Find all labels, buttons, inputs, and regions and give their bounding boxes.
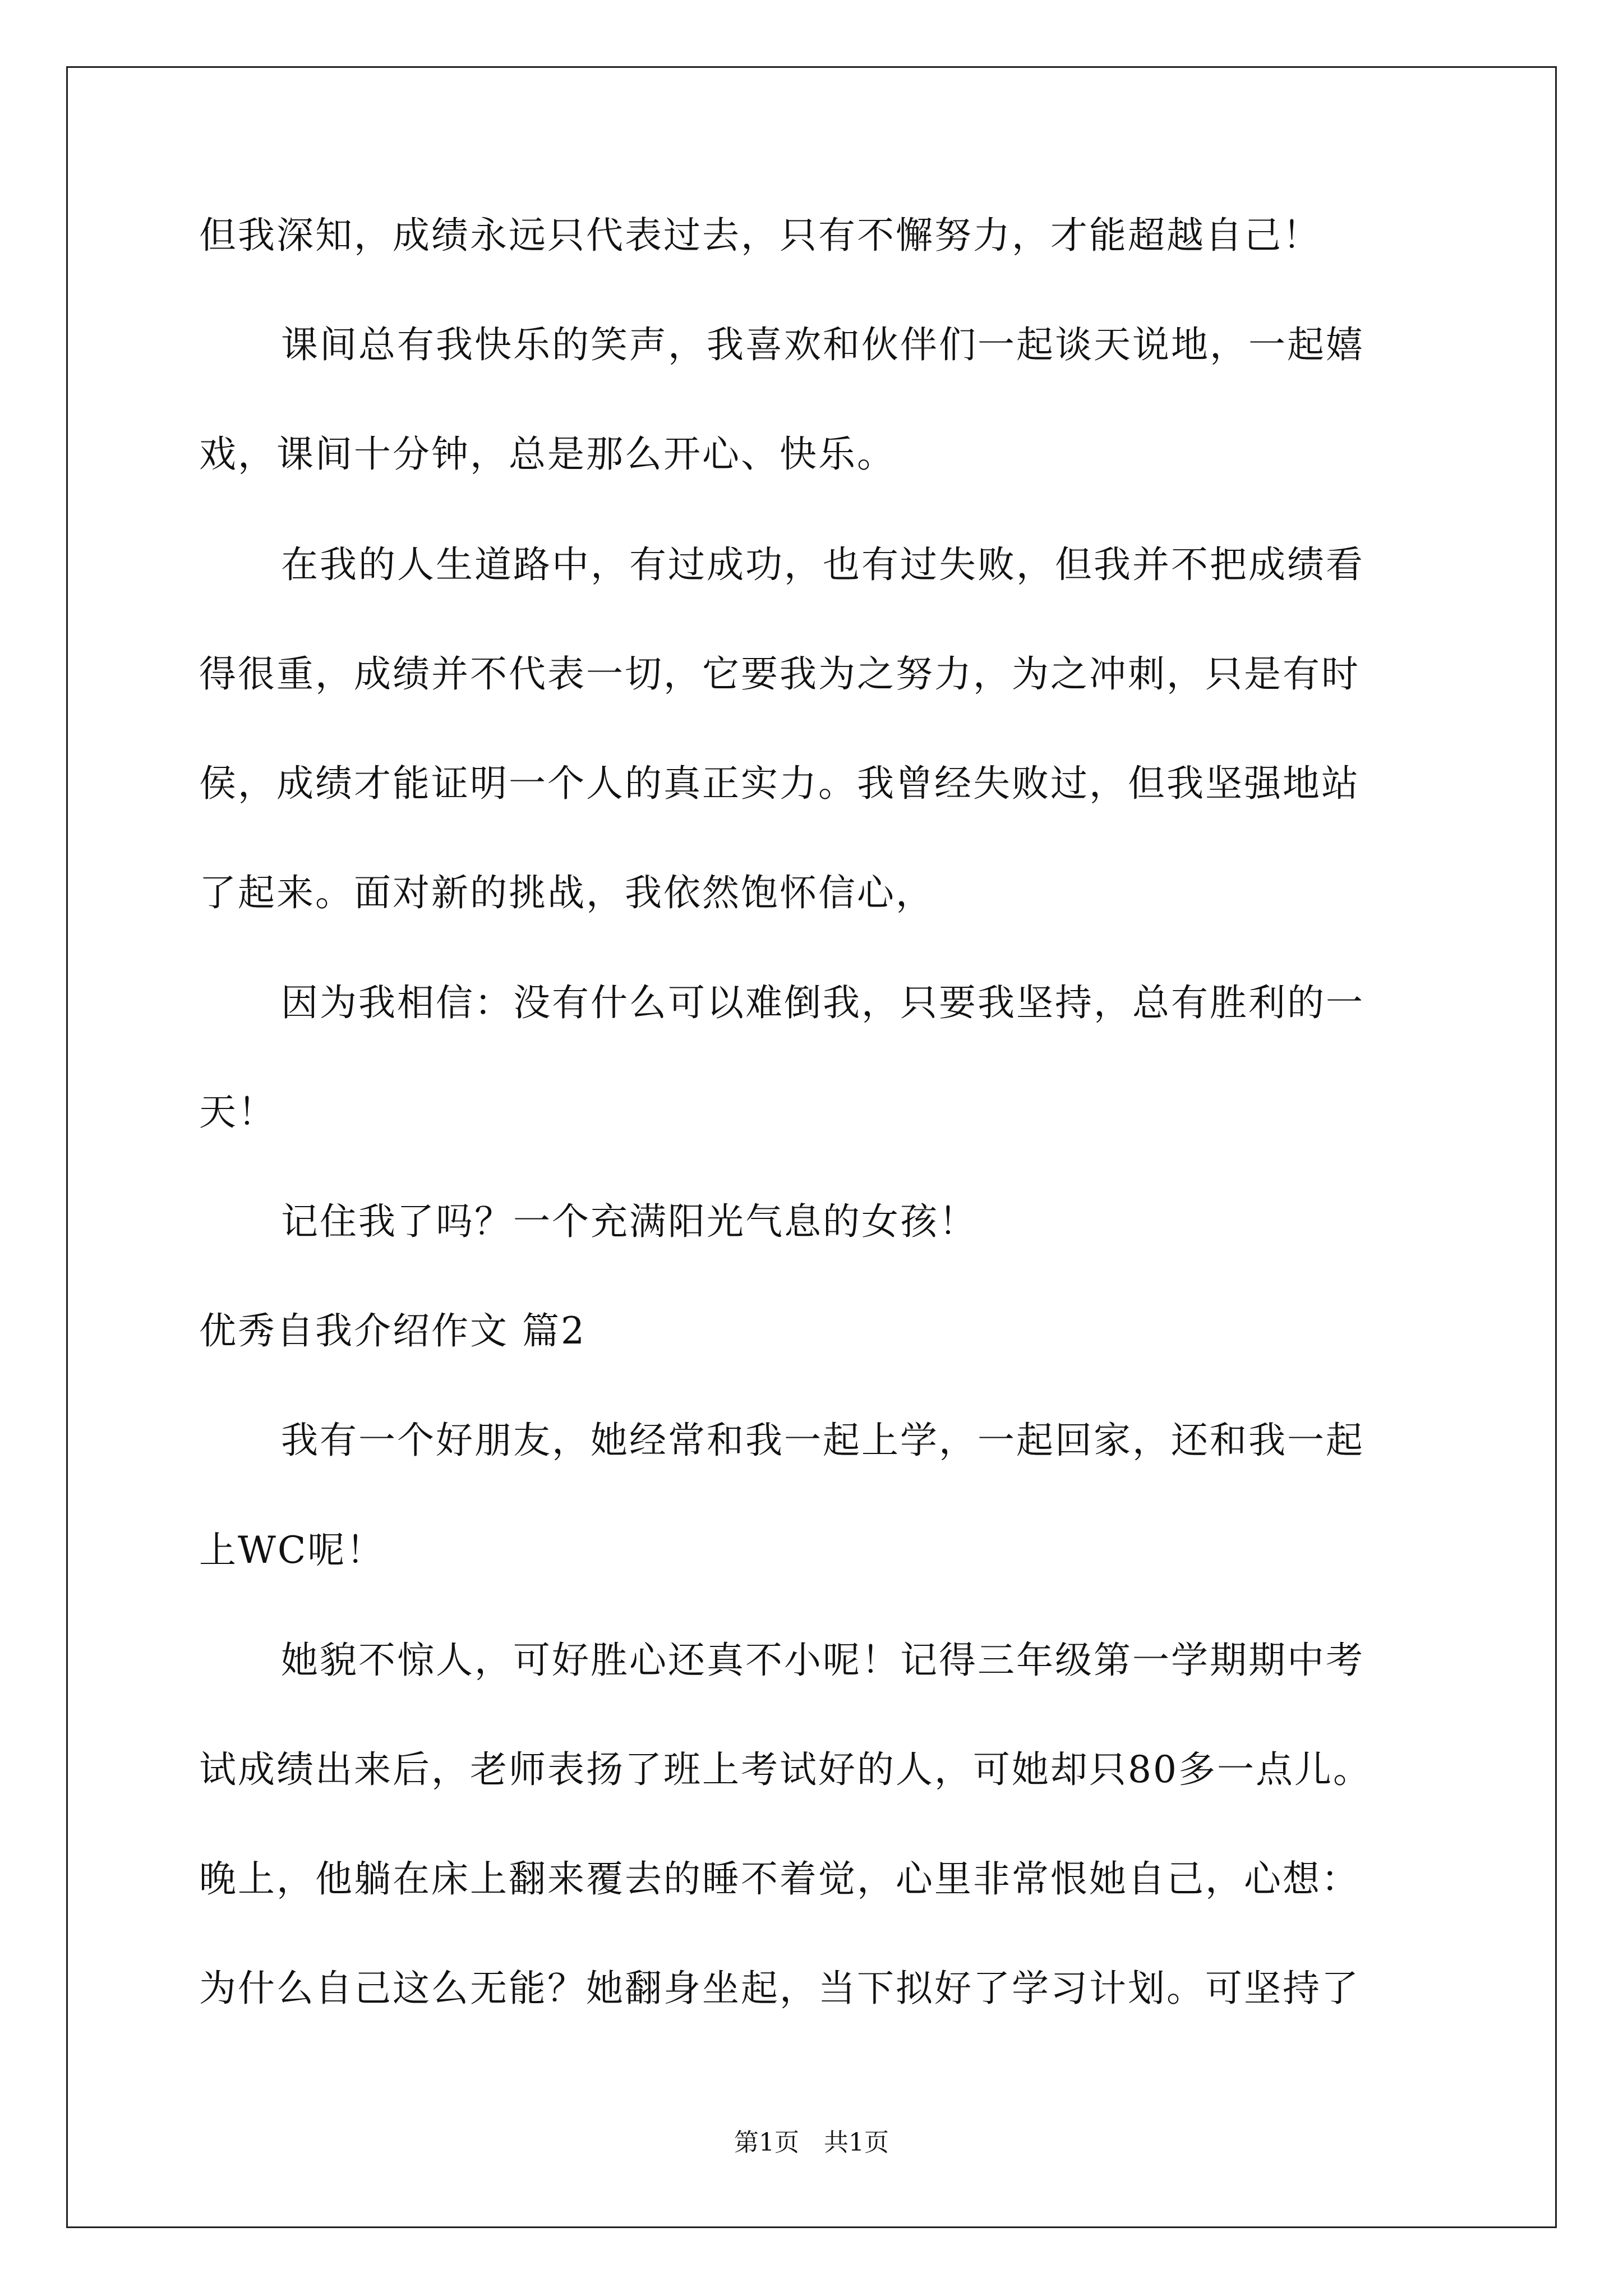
text-line: 试成绩出来后，老师表扬了班上考试好的人，可她却只80多一点儿。 bbox=[199, 1748, 1372, 1791]
text-line: 课间总有我快乐的笑声，我喜欢和伙伴们一起谈天说地，一起嬉 bbox=[281, 323, 1364, 366]
text-line: 我有一个好朋友，她经常和我一起上学，一起回家，还和我一起 bbox=[281, 1419, 1364, 1462]
text-line: 得很重，成绩并不代表一切，它要我为之努力，为之冲刺，只是有时 bbox=[199, 652, 1360, 696]
page-frame bbox=[66, 66, 1557, 2228]
text-line: 侯，成绩才能证明一个人的真正实力。我曾经失败过，但我坚强地站 bbox=[199, 762, 1360, 805]
text-line: 在我的人生道路中，有过成功，也有过失败，但我并不把成绩看 bbox=[281, 543, 1364, 586]
text-line: 了起来。面对新的挑战，我依然饱怀信心， bbox=[199, 871, 934, 914]
text-line: 但我深知，成绩永远只代表过去，只有不懈努力，才能超越自己！ bbox=[199, 214, 1321, 257]
text-line: 记住我了吗？一个充满阳光气息的女孩！ bbox=[281, 1200, 978, 1243]
text-line: 上WC呢！ bbox=[199, 1529, 385, 1572]
section-heading: 优秀自我介绍作文 篇2 bbox=[199, 1309, 586, 1352]
page-footer: 第1页 共1页 bbox=[734, 2128, 889, 2157]
text-line: 她貌不惊人，可好胜心还真不小呢！记得三年级第一学期期中考 bbox=[281, 1639, 1364, 1682]
text-line: 因为我相信：没有什么可以难倒我，只要我坚持，总有胜利的一 bbox=[281, 981, 1364, 1024]
text-line: 晚上，他躺在床上翻来覆去的睡不着觉，心里非常恨她自己，心想： bbox=[199, 1857, 1360, 1901]
text-line: 天！ bbox=[199, 1091, 276, 1134]
text-line: 戏，课间十分钟，总是那么开心、快乐。 bbox=[199, 432, 896, 476]
text-line: 为什么自己这么无能？她翻身坐起，当下拟好了学习计划。可坚持了 bbox=[199, 1967, 1360, 2010]
